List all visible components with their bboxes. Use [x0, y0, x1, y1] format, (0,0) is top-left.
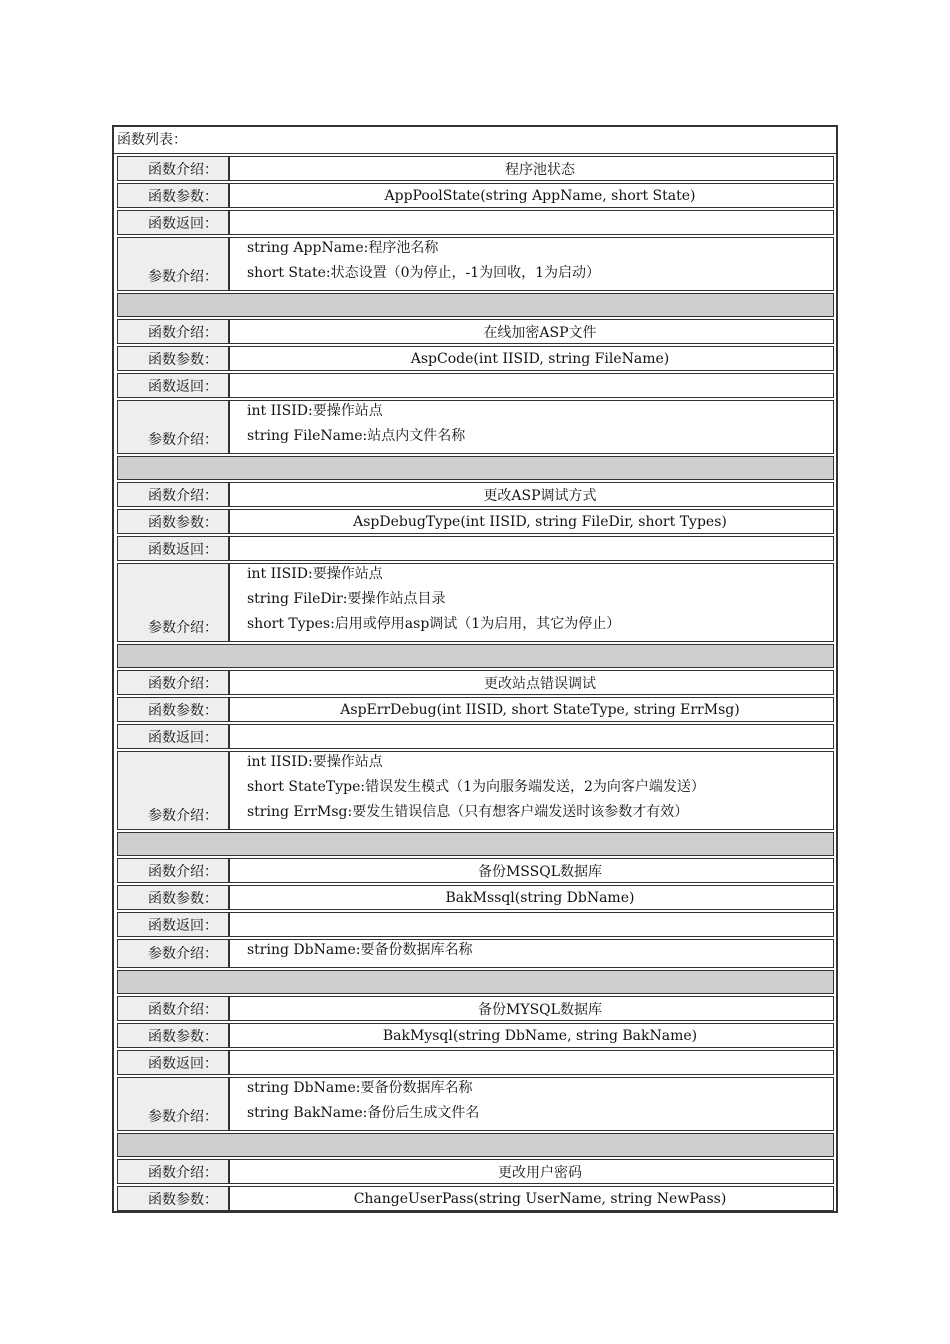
param-line: string AppName:程序池名称 [247, 240, 439, 256]
function-intro-row [114, 317, 836, 344]
param-desc-row [114, 749, 836, 830]
section-separator [114, 1131, 836, 1157]
function-params-row [114, 181, 836, 208]
param-line: short State:状态设置（0为停止，-1为回收，1为启动） [247, 265, 601, 281]
function-params-label: 函数参数： [117, 346, 230, 371]
section-separator-bar [117, 1133, 834, 1157]
function-params-row [114, 1184, 836, 1211]
function-params-label: 函数参数： [117, 1186, 230, 1211]
function-return-row [114, 1048, 836, 1075]
param-desc-label: 参数介绍： [117, 1077, 230, 1131]
param-line: int IISID:要操作站点 [247, 566, 383, 582]
function-intro-value: 程序池状态 [230, 156, 834, 181]
function-params-value: BakMssql(string DbName) [230, 885, 834, 910]
function-params-label: 函数参数： [117, 1023, 230, 1048]
param-desc-value [230, 563, 834, 642]
function-rows [114, 154, 836, 1211]
section-separator [114, 454, 836, 480]
param-line: short Types:启用或停用asp调试（1为启用，其它为停止） [247, 616, 621, 632]
function-return-label: 函数返回： [117, 1050, 230, 1075]
function-return-label: 函数返回： [117, 724, 230, 749]
param-line: string BakName:备份后生成文件名 [247, 1105, 480, 1121]
function-return-label: 函数返回： [117, 912, 230, 937]
param-desc-label: 参数介绍： [117, 237, 230, 291]
param-desc-row [114, 1075, 836, 1131]
function-intro-label: 函数介绍： [117, 319, 230, 344]
section-separator-bar [117, 970, 834, 994]
function-intro-value: 更改ASP调试方式 [230, 482, 834, 507]
section-separator-bar [117, 832, 834, 856]
param-desc-value [230, 751, 834, 830]
function-return-label: 函数返回： [117, 210, 230, 235]
section-separator-bar [117, 644, 834, 668]
function-params-value: AspErrDebug(int IISID, short StateType, string ErrMsg) [230, 697, 834, 722]
param-desc-row [114, 398, 836, 454]
param-line: short StateType:错误发生模式（1为向服务端发送，2为向客户端发送） [247, 779, 705, 795]
section-separator [114, 642, 836, 668]
function-return-row [114, 371, 836, 398]
function-params-value: BakMysql(string DbName, string BakName) [230, 1023, 834, 1048]
function-intro-row [114, 668, 836, 695]
function-intro-row [114, 154, 836, 181]
param-desc-value [230, 1077, 834, 1131]
function-return-value [230, 724, 834, 749]
param-line: string DbName:要备份数据库名称 [247, 1080, 473, 1096]
param-desc-row [114, 937, 836, 968]
function-intro-row [114, 994, 836, 1021]
param-line: int IISID:要操作站点 [247, 754, 383, 770]
function-return-value [230, 1050, 834, 1075]
function-intro-row [114, 1157, 836, 1184]
param-line: string FileName:站点内文件名称 [247, 428, 466, 444]
function-return-row [114, 534, 836, 561]
function-return-label: 函数返回： [117, 373, 230, 398]
section-separator [114, 968, 836, 994]
param-desc-label: 参数介绍： [117, 563, 230, 642]
param-desc-row [114, 235, 836, 291]
section-separator [114, 291, 836, 317]
section-separator-bar [117, 293, 834, 317]
table-title: 函数列表： [114, 127, 836, 154]
function-return-label: 函数返回： [117, 536, 230, 561]
function-intro-value: 备份MSSQL数据库 [230, 858, 834, 883]
function-params-row [114, 695, 836, 722]
param-desc-row [114, 561, 836, 642]
function-params-label: 函数参数： [117, 183, 230, 208]
function-params-row [114, 1021, 836, 1048]
function-return-value [230, 912, 834, 937]
section-separator-bar [117, 456, 834, 480]
function-intro-label: 函数介绍： [117, 1159, 230, 1184]
function-params-row [114, 883, 836, 910]
param-line: int IISID:要操作站点 [247, 403, 383, 419]
function-params-label: 函数参数： [117, 885, 230, 910]
function-params-value: ChangeUserPass(string UserName, string NewPass) [230, 1186, 834, 1211]
function-intro-row [114, 856, 836, 883]
function-intro-row [114, 480, 836, 507]
param-desc-value [230, 939, 834, 968]
section-separator [114, 830, 836, 856]
param-line: string ErrMsg:要发生错误信息（只有想客户端发送时该参数才有效） [247, 804, 689, 820]
function-return-value [230, 210, 834, 235]
param-line: string FileDir:要操作站点目录 [247, 591, 446, 607]
function-return-value [230, 536, 834, 561]
function-params-value: AppPoolState(string AppName, short State) [230, 183, 834, 208]
function-return-row [114, 910, 836, 937]
function-intro-label: 函数介绍： [117, 858, 230, 883]
function-intro-value: 更改用户密码 [230, 1159, 834, 1184]
function-params-row [114, 507, 836, 534]
param-desc-label: 参数介绍： [117, 939, 230, 968]
function-list-table [112, 125, 838, 1213]
function-return-row [114, 722, 836, 749]
function-params-label: 函数参数： [117, 697, 230, 722]
function-params-value: AspDebugType(int IISID, string FileDir, short Types) [230, 509, 834, 534]
function-intro-label: 函数介绍： [117, 482, 230, 507]
function-params-label: 函数参数： [117, 509, 230, 534]
function-intro-label: 函数介绍： [117, 156, 230, 181]
function-intro-label: 函数介绍： [117, 670, 230, 695]
function-params-row [114, 344, 836, 371]
param-desc-value [230, 237, 834, 291]
function-intro-label: 函数介绍： [117, 996, 230, 1021]
function-intro-value: 备份MYSQL数据库 [230, 996, 834, 1021]
function-return-value [230, 373, 834, 398]
function-intro-value: 更改站点错误调试 [230, 670, 834, 695]
function-intro-value: 在线加密ASP文件 [230, 319, 834, 344]
param-desc-label: 参数介绍： [117, 400, 230, 454]
param-desc-label: 参数介绍： [117, 751, 230, 830]
function-params-value: AspCode(int IISID, string FileName) [230, 346, 834, 371]
function-return-row [114, 208, 836, 235]
param-desc-value [230, 400, 834, 454]
param-line: string DbName:要备份数据库名称 [247, 942, 473, 958]
